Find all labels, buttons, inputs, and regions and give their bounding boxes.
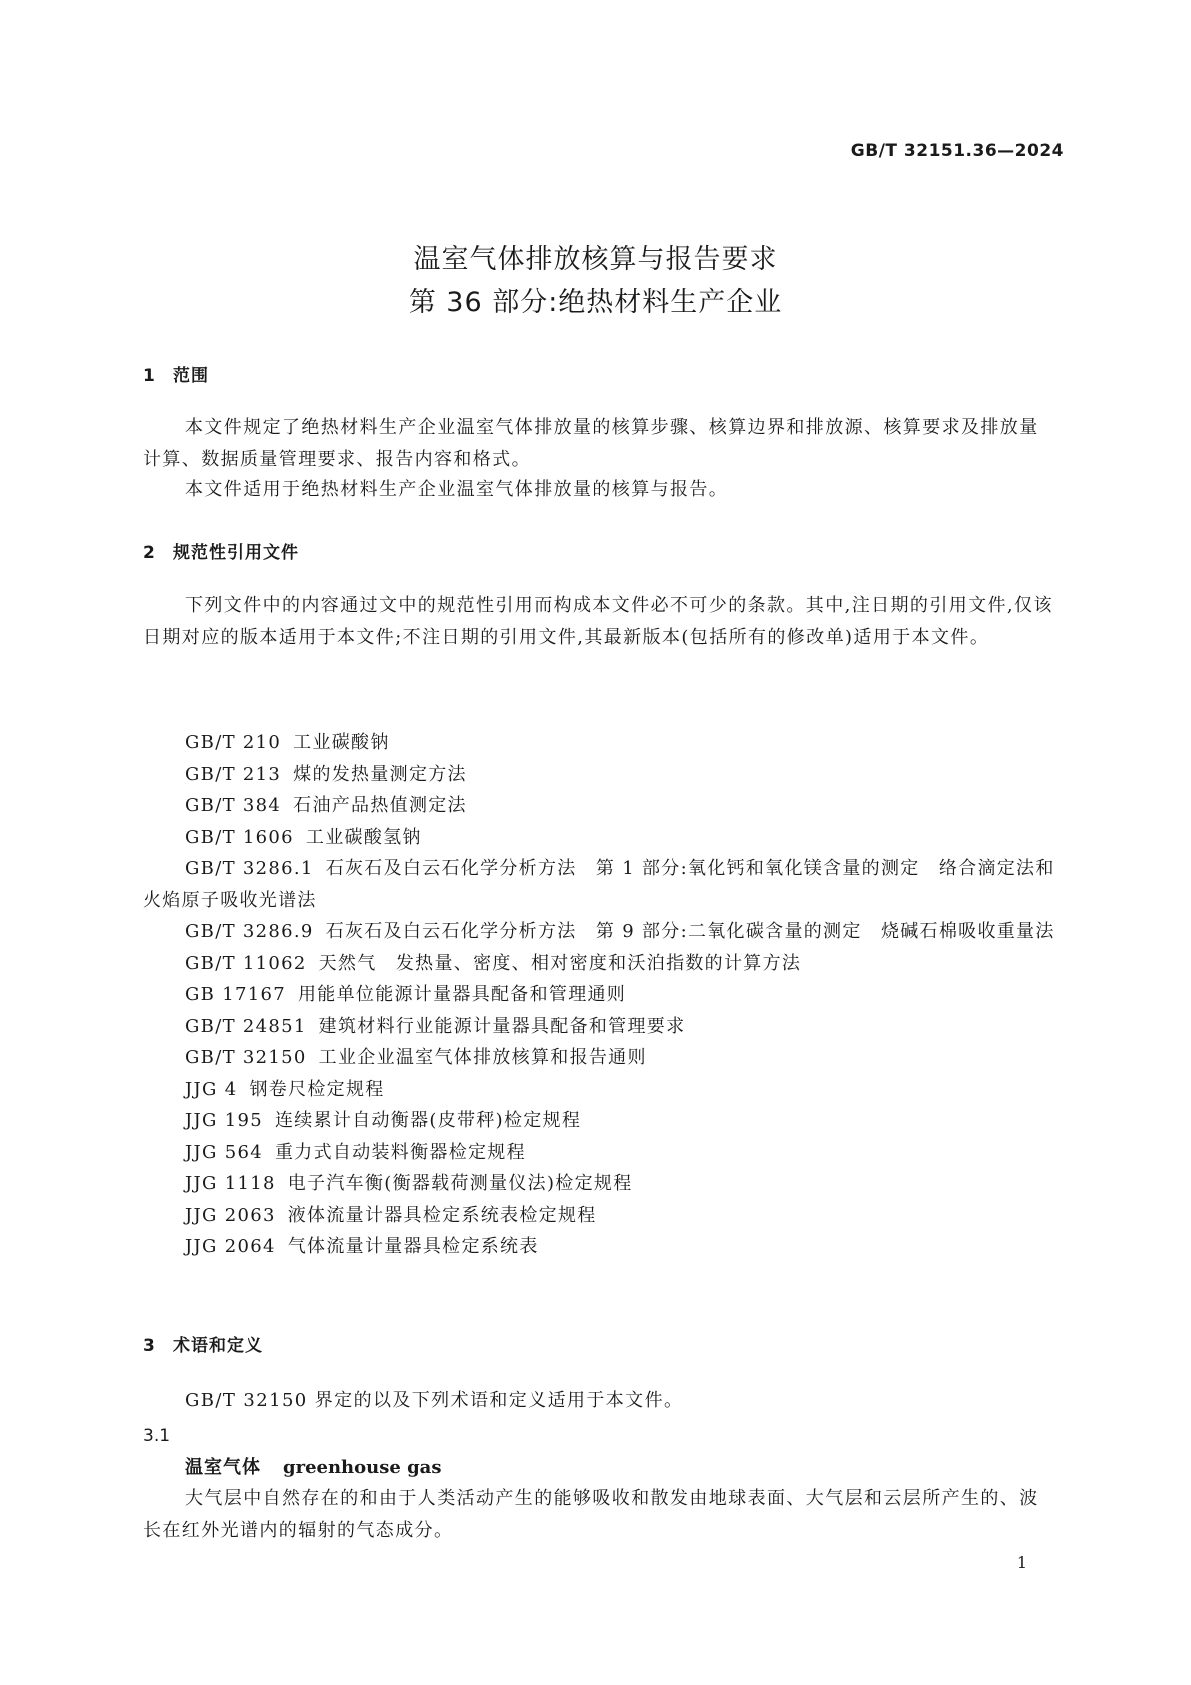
reference-title: 重力式自动装料衡器检定规程	[275, 1141, 526, 1163]
section-2-title: 规范性引用文件	[173, 543, 299, 563]
section-1-heading	[143, 361, 209, 386]
document-title	[0, 238, 1191, 324]
reference-item	[143, 759, 1055, 791]
reference-title: 连续累计自动衡器(皮带秤)检定规程	[275, 1110, 582, 1131]
reference-code: JJG 195	[185, 1110, 263, 1131]
document-code: GB/T 32151.36—2024	[850, 141, 1064, 161]
section-2-number: 2	[143, 543, 156, 563]
reference-title: 工业碳酸氢钠	[305, 826, 422, 848]
reference-item	[143, 1200, 1055, 1232]
reference-title: 建筑材料行业能源计量器具配备和管理要求	[318, 1015, 686, 1037]
reference-title: 电子汽车衡(衡器载荷测量仪法)检定规程	[287, 1173, 633, 1194]
reference-title: 气体流量计量器具检定系统表	[287, 1236, 539, 1257]
reference-title: 工业企业温室气体排放核算和报告通则	[318, 1047, 647, 1068]
reference-item	[143, 979, 1055, 1011]
title-line-2: 第 36 部分:绝热材料生产企业	[408, 287, 783, 318]
reference-code: JJG 564	[185, 1141, 263, 1163]
section-3-intro: GB/T 32150 界定的以及下列术语和定义适用于本文件。	[185, 1390, 684, 1411]
section-1-paragraph-2: 本文件适用于绝热材料生产企业温室气体排放量的核算与报告。	[185, 479, 729, 500]
reference-title: 石灰石及白云石化学分析方法 第 1 部分:氧化钙和氧化镁含量的测定 络合滴定法和火焰原子吸收光谱法	[143, 858, 1055, 911]
reference-code: GB/T 32150	[185, 1047, 307, 1068]
reference-item	[143, 1231, 1055, 1263]
reference-item	[143, 790, 1055, 822]
term-entry	[185, 1453, 441, 1479]
reference-item	[143, 1168, 1055, 1200]
section-1-title: 范围	[173, 366, 209, 386]
reference-code: GB 17167	[185, 984, 286, 1005]
reference-title: 工业碳酸钠	[293, 732, 390, 753]
reference-code: GB/T 24851	[185, 1015, 307, 1037]
reference-title: 石灰石及白云石化学分析方法 第 9 部分:二氧化碳含量的测定 烧碱石棉吸收重量法	[325, 921, 1055, 942]
reference-title: 用能单位能源计量器具配备和管理通则	[298, 984, 627, 1005]
reference-code: JJG 1118	[185, 1173, 276, 1194]
reference-code: JJG 2063	[185, 1204, 276, 1226]
reference-code: JJG 4	[185, 1078, 238, 1100]
reference-title: 天然气 发热量、密度、相对密度和沃泊指数的计算方法	[318, 952, 802, 974]
section-1-number: 1	[143, 366, 156, 386]
reference-title: 煤的发热量测定方法	[293, 763, 467, 785]
reference-item	[143, 1105, 1055, 1137]
section-1-paragraph-1: 本文件规定了绝热材料生产企业温室气体排放量的核算步骤、核算边界和排放源、核算要求及排放量计算、数据质量管理要求、报告内容和格式。	[143, 417, 1039, 470]
reference-item	[143, 948, 1055, 980]
clause-number: 3.1	[143, 1426, 171, 1446]
reference-code: GB/T 213	[185, 763, 282, 785]
reference-item	[143, 1074, 1055, 1106]
reference-code: GB/T 1606	[185, 826, 294, 848]
reference-title: 液体流量计器具检定系统表检定规程	[287, 1204, 597, 1226]
section-3-heading	[143, 1331, 263, 1356]
reference-code: GB/T 3286.1	[185, 858, 314, 879]
title-line-1: 温室气体排放核算与报告要求	[413, 244, 778, 275]
term-chinese: 温室气体	[185, 1457, 261, 1478]
reference-item	[143, 916, 1055, 948]
reference-code: GB/T 384	[185, 795, 282, 816]
reference-title: 石油产品热值测定法	[293, 795, 467, 816]
reference-code: JJG 2064	[185, 1236, 276, 1257]
page-number: 1	[1016, 1553, 1027, 1572]
section-2-intro: 下列文件中的内容通过文中的规范性引用而构成本文件必不可少的条款。其中,注日期的引用文件,仅该日期对应的版本适用于本文件;不注日期的引用文件,其最新版本(包括所有的修改单)适用于本文件。	[143, 595, 1053, 648]
reference-title: 钢卷尺检定规程	[249, 1078, 385, 1100]
reference-item	[143, 1042, 1055, 1074]
reference-item	[143, 1137, 1055, 1169]
section-3-number: 3	[143, 1336, 156, 1356]
reference-item	[143, 822, 1055, 854]
reference-code: GB/T 11062	[185, 952, 307, 974]
reference-code: GB/T 3286.9	[185, 921, 314, 942]
reference-item	[143, 1011, 1055, 1043]
normative-references-list	[143, 727, 1055, 1263]
section-3-title: 术语和定义	[173, 1336, 263, 1356]
reference-code: GB/T 210	[185, 732, 282, 753]
section-2-heading	[143, 538, 299, 563]
reference-item	[143, 853, 1055, 916]
term-definition: 大气层中自然存在的和由于人类活动产生的能够吸收和散发由地球表面、大气层和云层所产生的、波长在红外光谱内的辐射的气态成分。	[143, 1488, 1039, 1541]
term-english: greenhouse gas	[283, 1457, 442, 1478]
reference-item	[143, 727, 1055, 759]
